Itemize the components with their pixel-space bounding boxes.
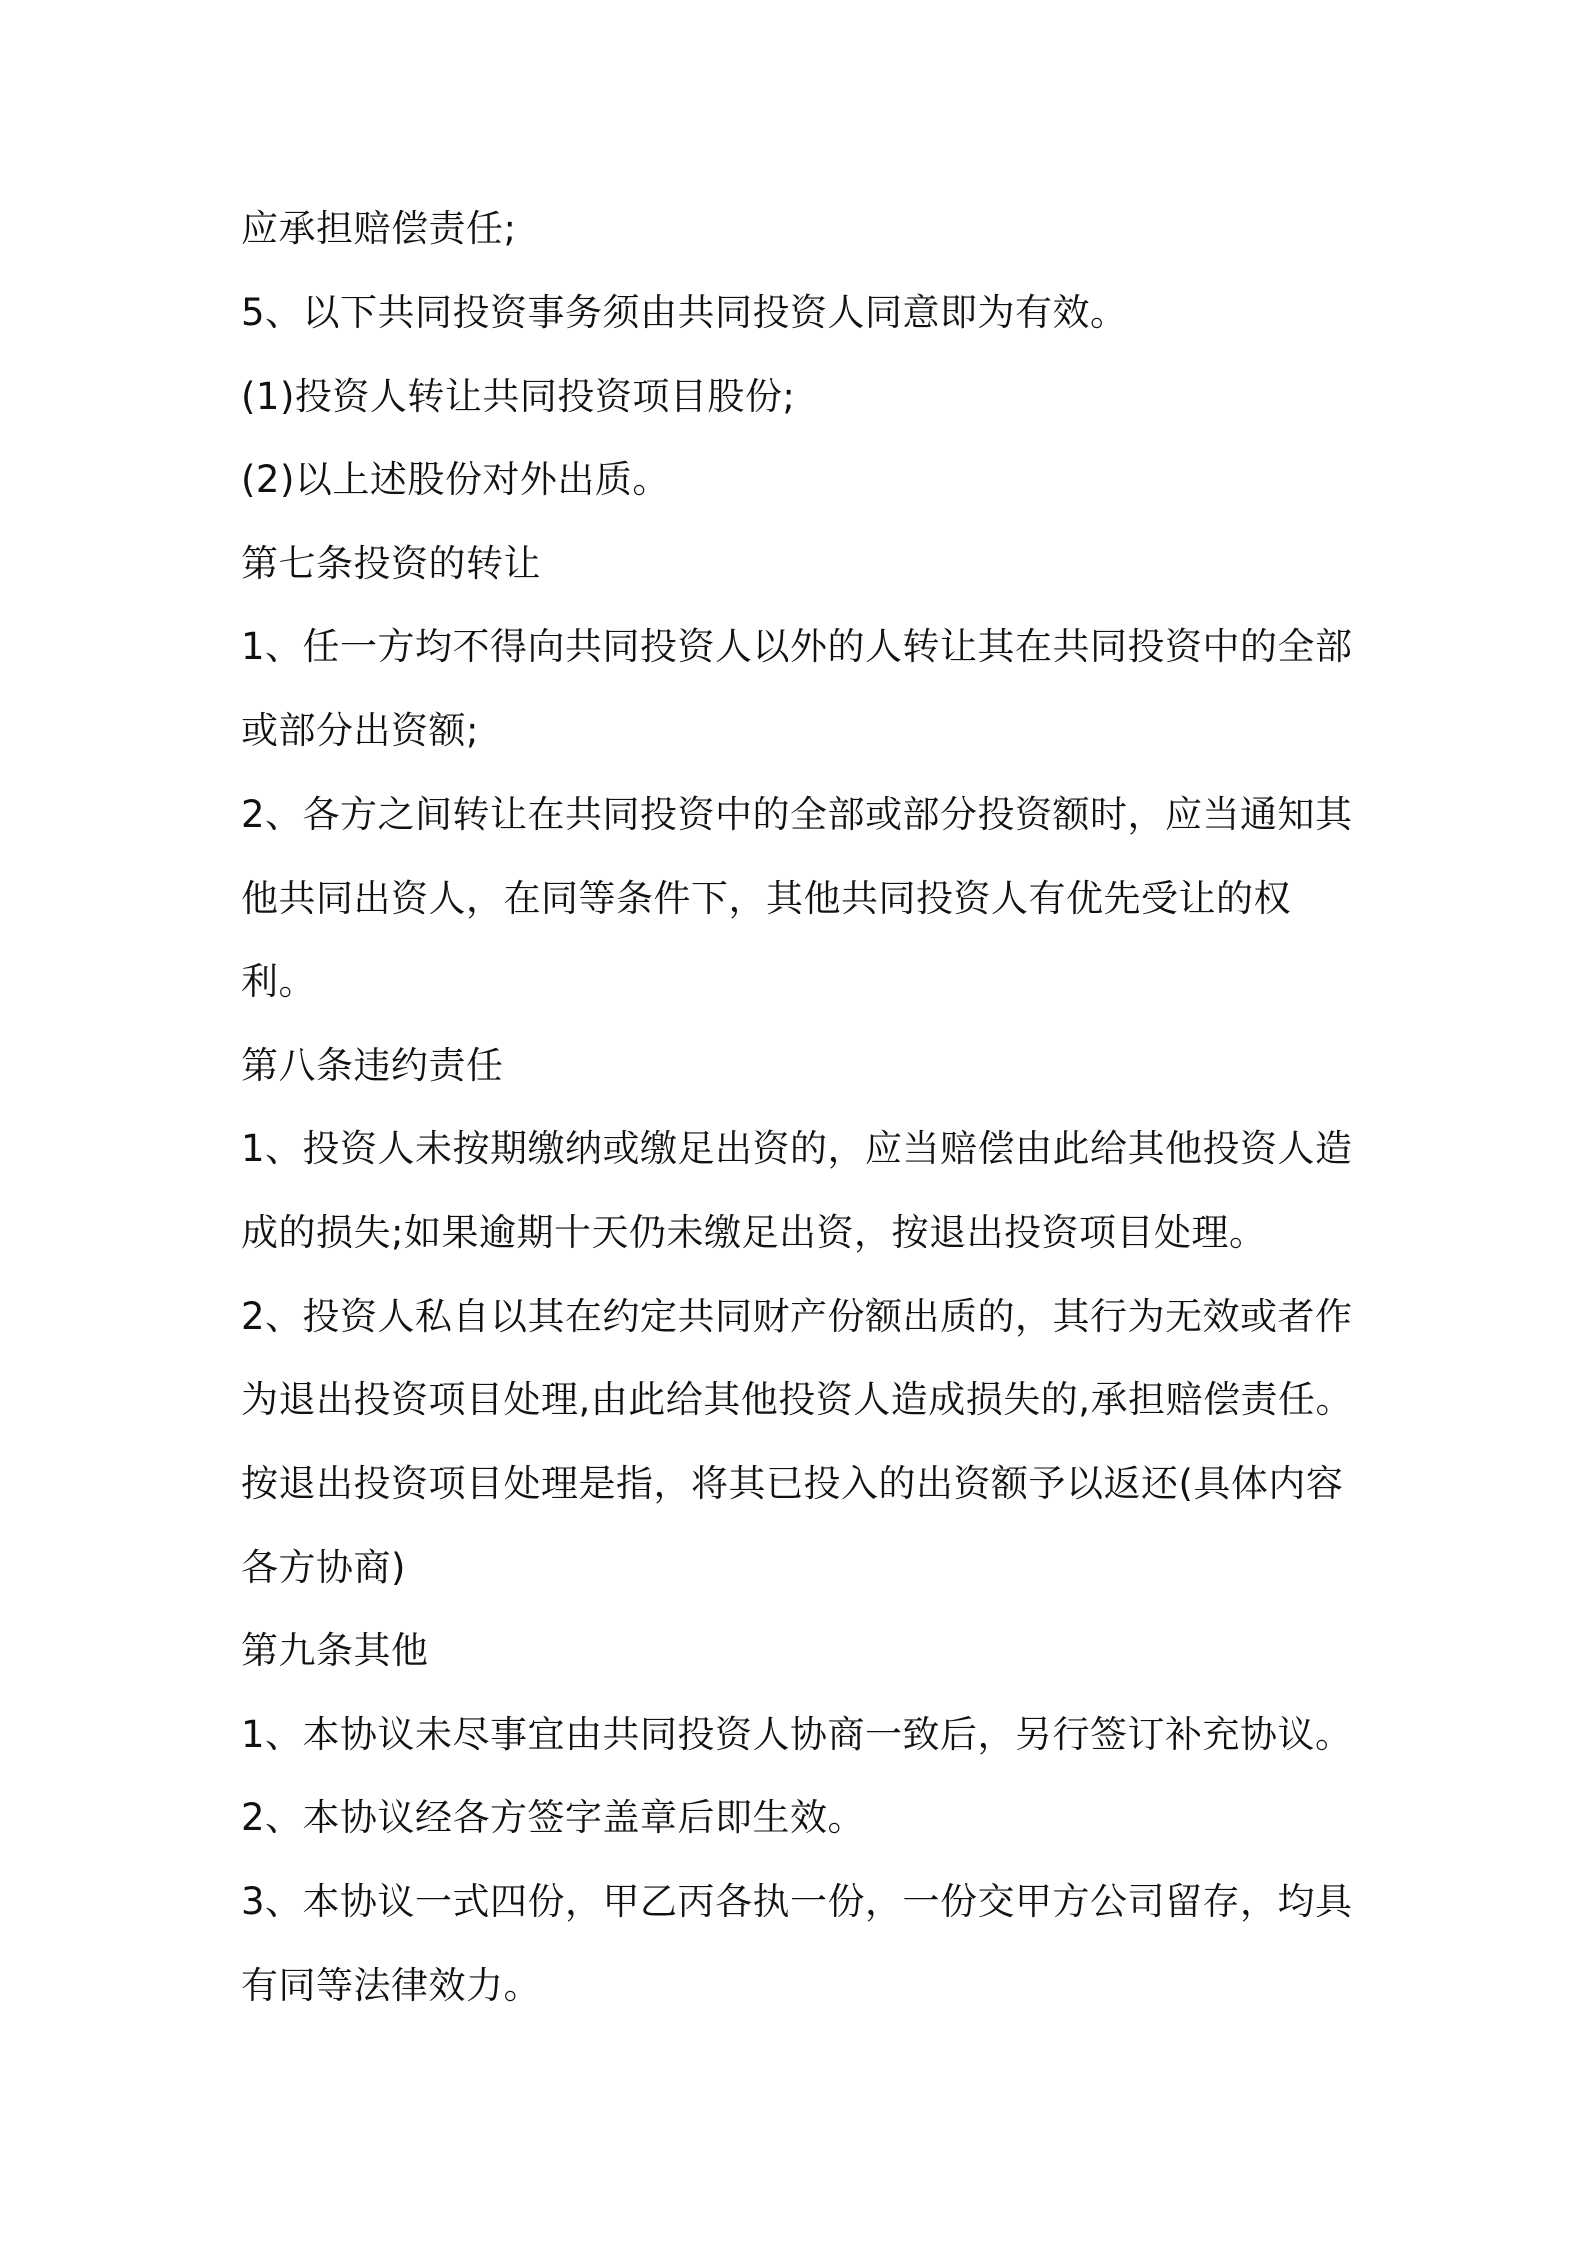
text-line: 他共同出资人，在同等条件下，其他共同投资人有优先受让的权 xyxy=(241,877,1291,920)
section-heading: 第九条其他 xyxy=(241,1629,429,1672)
text-line: 3、本协议一式四份，甲乙丙各执一份，一份交甲方公司留存，均具 xyxy=(241,1880,1353,1923)
text-line: 为退出投资项目处理,由此给其他投资人造成损失的,承担赔偿责任。 xyxy=(241,1378,1354,1421)
text-line: 1、本协议未尽事宜由共同投资人协商一致后，另行签订补充协议。 xyxy=(241,1713,1353,1756)
text-line: 按退出投资项目处理是指，将其已投入的出资额予以返还(具体内容 xyxy=(241,1462,1344,1505)
section-heading: 第七条投资的转让 xyxy=(241,542,541,585)
text-line: 成的损失;如果逾期十天仍未缴足出资，按退出投资项目处理。 xyxy=(241,1211,1267,1254)
text-line: (1)投资人转让共同投资项目股份; xyxy=(241,375,796,418)
text-line: 2、各方之间转让在共同投资中的全部或部分投资额时，应当通知其 xyxy=(241,793,1353,836)
text-line: 有同等法律效力。 xyxy=(241,1964,541,2007)
text-line: 5、以下共同投资事务须由共同投资人同意即为有效。 xyxy=(241,291,1128,334)
text-line: 2、投资人私自以其在约定共同财产份额出质的，其行为无效或者作 xyxy=(241,1295,1353,1338)
text-line: 或部分出资额; xyxy=(241,709,479,752)
text-line: 1、任一方均不得向共同投资人以外的人转让其在共同投资中的全部 xyxy=(241,625,1353,668)
text-line: 应承担赔偿责任; xyxy=(241,207,517,250)
text-line: 各方协商) xyxy=(241,1546,406,1589)
text-line: 利。 xyxy=(241,960,316,1003)
section-heading: 第八条违约责任 xyxy=(241,1044,504,1087)
text-line: (2)以上述股份对外出质。 xyxy=(241,458,670,501)
text-line: 1、投资人未按期缴纳或缴足出资的，应当赔偿由此给其他投资人造 xyxy=(241,1127,1353,1170)
text-line: 2、本协议经各方签字盖章后即生效。 xyxy=(241,1796,866,1839)
